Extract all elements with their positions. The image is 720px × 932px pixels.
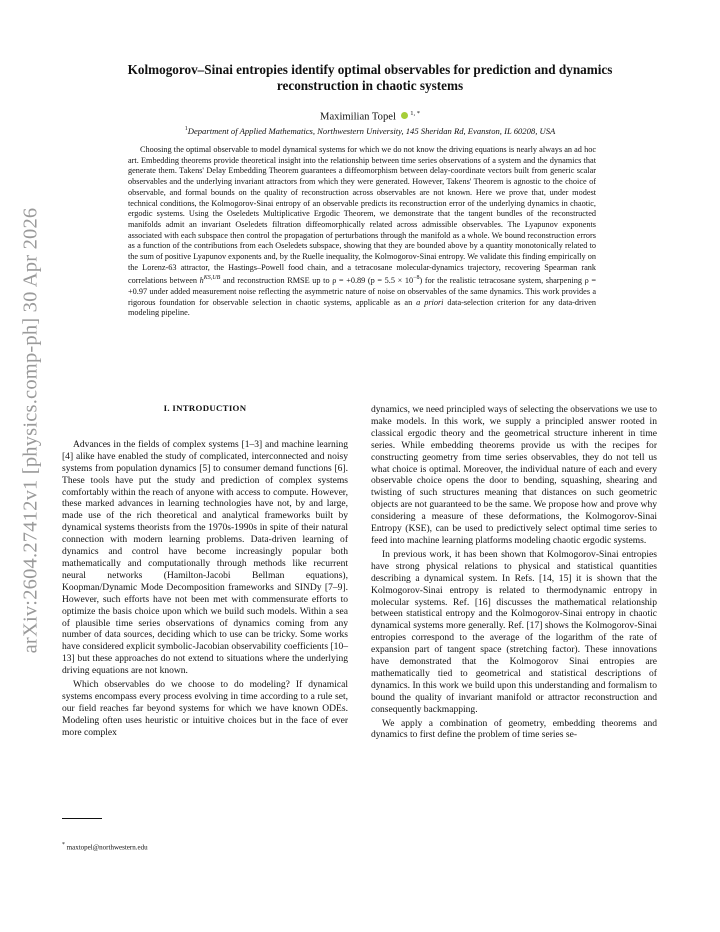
footnote-rule bbox=[62, 818, 102, 819]
paragraph: Which observables do we choose to do modeling? If dynamical systems encompass every process evolving in time according to a rule set, our field reaches far beyond systems for which we have known ODEs. Modeling often uses heuristic or intuitive choices but in the face of ever more complex bbox=[62, 679, 348, 738]
paper-title: Kolmogorov–Sinai entropies identify optimal observables for prediction and dynamics reconstruction in chaotic systems bbox=[127, 62, 613, 93]
footnote bbox=[62, 842, 148, 851]
footnote-email[interactable]: maxtopel@northwestern.edu bbox=[66, 843, 148, 852]
affiliation-mark: 1 bbox=[184, 126, 188, 133]
left-column bbox=[62, 403, 348, 739]
author-name: Maximilian Topel bbox=[320, 111, 396, 123]
paragraph: dynamics, we need principled ways of selecting the observations we use to make models. In this work, we supply a principled answer rooted in classical ergodic theory and the geometrical structure inherent in time series. While embedding theorems provide us with the recipes for constructing geometry from time series observables, they do not tell us what choice is optimal. Moreover, the individual nature of each and every observable choice opens the door to bending, squashing, shearing and twisting of such structures meaning that distances on such geometric objects are not guaranteed to be the same. We propose how and prove why considering a measure of these deformations, the Kolmogorov-Sinai Entropy (KSE), can be used to predictively select optimal time series to feed into machine learning platforms modeling chaotic ergodic systems. bbox=[371, 404, 657, 546]
author-line bbox=[100, 110, 640, 123]
abstract-text-4: data-selection criterion for any data-driven modeling pipeline. bbox=[128, 297, 596, 318]
abstract-text-1: Choosing the optimal observable to model dynamical systems for which we do not know the driving equations is nearly always an ad hoc art. Embedding theorems provide theoretical insight into the relationship between time series observations of a system and the dynamics that generate them. Takens' Delay Embedding Theorem guarantees a diffeomorphism between delay-coordinate vectors built from generic scalar observables and the underlying invariant attractors from which they were generated. However, Takens' Theorem is agnostic to the choice of observable, and formal bounds on the quality of reconstruction across observables are not known. Here we prove that, under modest technical conditions, the Kolmogorov-Sinai entropy of an observable predicts its reconstruction error of the underlying dynamics in chaotic, ergodic systems. Using the Oseledets Multiplicative Ergodic Theorem, we demonstrate that the tangent bundles of the reconstructed manifolds admit an invariant Oseledets filtration diffeomorphically related across admissible observables. The Lyapunov exponents associated with each subspace then control the propagation of perturbations through the manifold as a whole. We bound reconstruction errors as a function of the contributions from each Oseledets subspace, showing that they are bounded above by a quantity monotonically related to the sum of positive Lyapunov exponents and, by the Ruelle inequality, the Kolmogorov-Sinai entropy. We validate this finding empirically on the Lorenz-63 attractor, the Hastings–Powell food chain, and a tetracosane molecular-dynamics trajectory, recovering Spearman rank correlations between bbox=[128, 145, 596, 286]
affiliation: Department of Applied Mathematics, Northwestern University, 145 Sheridan Rd, Evanston, IL 60208, USA bbox=[187, 126, 556, 136]
arxiv-side-stamp bbox=[8, 195, 54, 665]
abstract-text-3: ) for the realistic tetracosane system, sharpening ρ = +0.97 under added measurement noise reflecting the asymmetric nature of noise on observables of the same dynamics. This work provides a rigorous foundation for observable selection in chaotic systems, applicable as an bbox=[128, 276, 596, 307]
abstract-symbol-sup: KS,UB bbox=[203, 275, 221, 282]
paragraph: We apply a combination of geometry, embedding theorems and dynamics to first define the problem of time series se- bbox=[371, 717, 657, 741]
abstract-exponent: −8 bbox=[413, 275, 420, 282]
abstract-italic: a priori bbox=[416, 297, 444, 307]
orcid-icon[interactable] bbox=[401, 112, 408, 119]
paragraph: Advances in the fields of complex systems [1–3] and machine learning [4] alike have enabled the study of complicated, interconnected and noisy systems from population dynamics [5] to consumer demand functions [6]. These tools have put the study and prediction of complex systems comfortably within the reach of anyone with access to compute. However, these marked advances in learning technologies have not, by and large, made use of the rich theoretical and analytical frameworks built by dynamical systems theorists from the 1970s-1990s in spite of their natural connection with modern learning problems. Data-driven learning of dynamics and control have become increasingly popular both mathematically and computationally through methods like recurrent neural networks (Hamilton-Jacobi Bellman equations), Koopman/Dynamic Mode Decomposition frameworks and SINDy [7–9]. However, such efforts have not been met with commensurate efforts to optimize the basis choice upon which we build such models. Within a sea of plausible time series observations of dynamics coming from any number of data sources, deciding which to use can be tricky. Some works have considered explicit symbolic-Jacobian observability coefficients [10–13] but these approaches do not extend to situations where the underlying driving equations are not known. bbox=[62, 438, 348, 677]
affiliation-line bbox=[100, 126, 640, 136]
abstract bbox=[128, 145, 596, 319]
footnote-mark: * bbox=[62, 842, 65, 848]
paragraph: In previous work, it has been shown that Kolmogorov-Sinai entropies have strong physical relations to physical and statistical quantities describing a dynamical system. In Refs. [14, 15] it is shown that the Kolmogorov-Sinai entropy is related to thermodynamic entropy in molecular systems. Ref. [16] discusses the mathematical relationship between statistical entropy and the Kolmogorov-Sinai entropy in chaotic dynamical systems more generally. Ref. [17] shows the Kolmogorov-Sinai entropies correspond to the average of the logarithm of the rate of expansion part of tangent space (stretching factor). These innovations have demonstrated that the Kolmogorov Sinai entropies are mathematically tied to geometrical and statistical descriptions of dynamics. In this work we build upon this understanding and formalism to bound the quality of invariant manifold or attractor reconstruction and consequently backmapping. bbox=[371, 548, 657, 715]
section-heading: I. INTRODUCTION bbox=[163, 403, 247, 413]
right-column bbox=[371, 404, 657, 741]
abstract-symbol-h: h bbox=[199, 276, 204, 286]
abstract-text-2: and reconstruction RMSE up to ρ = +0.89 (p = 5.5 × 10 bbox=[220, 276, 414, 286]
arxiv-identifier: arXiv:2604.27412v1 [physics.comp-ph] 30 Apr 2026 bbox=[19, 207, 42, 653]
author-marks: 1, * bbox=[410, 110, 420, 117]
